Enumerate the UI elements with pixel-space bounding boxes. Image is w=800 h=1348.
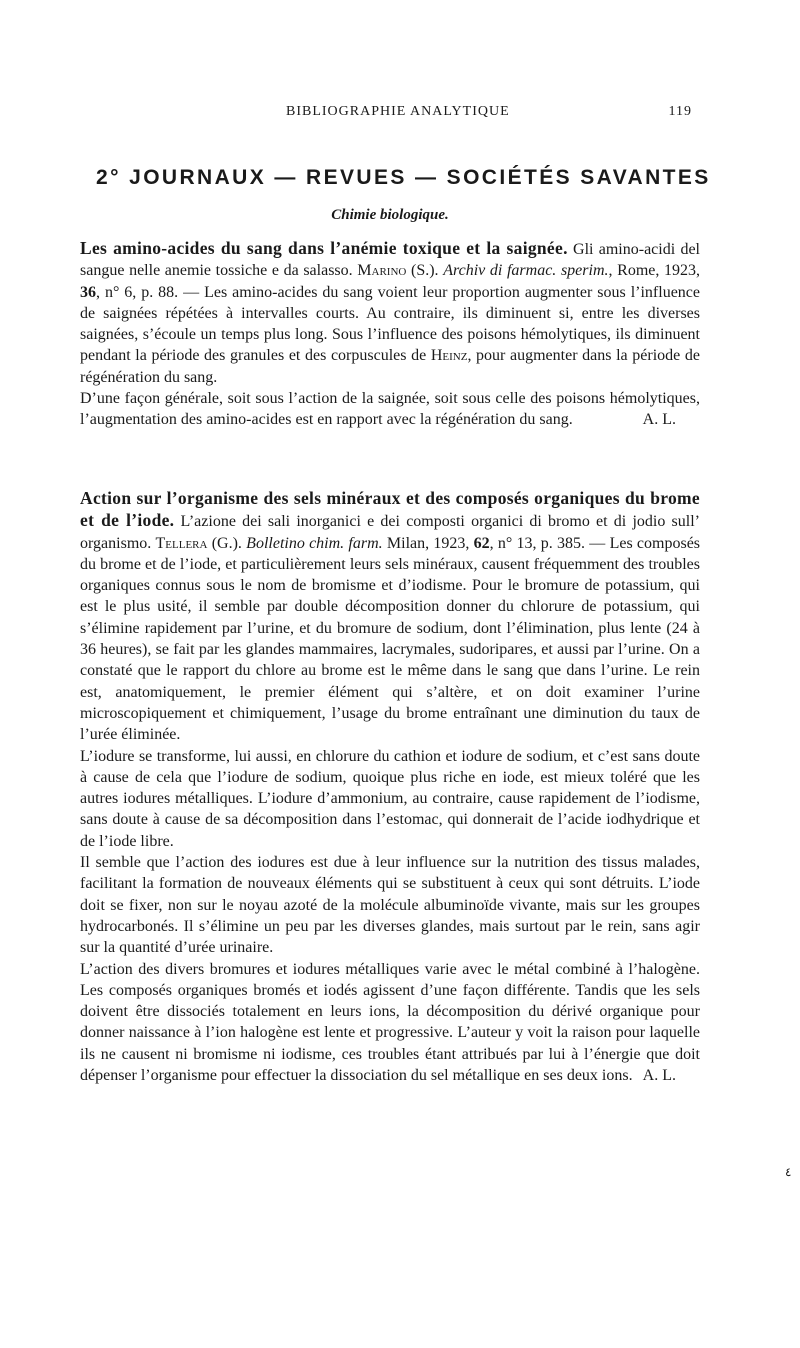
section-title: 2° JOURNAUX — REVUES — SOCIÉTÉS SAVANTES xyxy=(96,166,711,189)
running-head xyxy=(80,104,700,124)
article-2-paragraph-4: L’action des divers bromures et iodures métalliques varie avec le métal combiné à l’halogène. Les composés organiques bromés et iodés agissent d’une façon différente. Tandis que les sels doivent être dissociés totalement en leurs ions, la décomposition du dérivé organique pour donner naissance à l’ion halogène est lente et progressive. L’auteur y voit la raison pour laquelle ils ne causent ni bromisme ni iodisme, ces troubles étant attribués par lui à l’énergie que doit dépenser l’organisme pour effectuer la dissociation du sel métallique en ses deux ions. A. L. xyxy=(80,959,700,1087)
article-1-title: Les amino-acides du sang dans l’anémie toxique et la saignée. xyxy=(80,238,568,258)
article-sels-mineraux xyxy=(80,488,700,1086)
article-2-author: Tellera xyxy=(155,534,208,552)
article-2-signature: A. L. xyxy=(642,1067,676,1085)
article-2-paragraph-2: L’iodure se transforme, lui aussi, en chlorure du cathion et iodure de sodium, et c’est sans doute à cause de cela que l’iodure de sodium, quoique plus riche en iode, est mieux toléré que les autres iodures métalliques. L’iodure d’ammonium, au contraire, cause rapidement de l’iodisme, sans doute à cause de sa décomposition dans l’estomac, qui donnerait de l’acide iodhydrique et de l’iode libre. xyxy=(80,747,700,850)
article-2-paragraph-3: Il semble que l’action des iodures est due à leur influence sur la nutrition des tissus malades, facilitant la formation de nouveaux éléments qui se substituent à ceux qui sont détruits. L’iode doit se fixer, non sur le noyau azoté de la molécule albuminoïde vivante, mais sur les groupes hydrocarbonés. Il s’élimine un peu par les diverses glandes, mais surtout par le rein, sans agir sur la quantité d’urée urinaire. xyxy=(80,854,700,957)
article-1-place-year: , Rome, 1923, xyxy=(608,262,700,280)
article-2-issue-page: , n° 13, p. 385. — xyxy=(489,534,610,552)
article-1-heinz: Heinz xyxy=(430,347,468,365)
article-1-author: Marino xyxy=(357,262,407,280)
article-2-original-title: L’azione dei sali inorganici e dei composti organici di bromo et di jodio sull’ organismo. xyxy=(80,513,701,552)
article-2-title: Action sur l’organisme des sels minéraux et des composés organiques du brome et de l’iode. xyxy=(80,488,700,531)
stray-mark: ٤ xyxy=(785,1165,792,1179)
article-2-paragraph-1 xyxy=(80,488,700,746)
page-number: 119 xyxy=(668,104,692,119)
article-2-body: Les composés du brome et de l’iode, et particulièrement leurs sels minéraux, causent fréquemment des troubles organiques connus sous le nom de bromisme et d’iodisme. Pour le bromure de potassium, qui est le plus usité, il semble par double décomposition donner du chlorure de potassium, qui s’élimine rapidement par l’urine, et du bromure de sodium, dont l’élimination, plus lente (24 à 36 heures), se fait par les glandes mammaires, lacrymales, sudoripares, et aussi par l’urine. On a constaté que le rapport du chlore au brome est le même dans le sang que dans l’urine. Le rein est, anatomiquement, le premier élément qui s’altère, et on doit examiner l’urine microscopiquement et chimiquement, l’usage du brome entraînant une diminution du taux de l’urée éliminée. xyxy=(80,534,701,744)
article-2-place-year: Milan, 1923, xyxy=(382,534,474,552)
article-1-volume: 36 xyxy=(80,283,96,301)
article-1-journal: Archiv di farmac. sperim. xyxy=(443,262,609,280)
article-2-initials: (G.). xyxy=(207,534,247,552)
article-1-paragraph-2: D’une façon générale, soit sous l’action de la saignée, soit sous celle des poisons hémolytiques, l’augmentation des amino-acides est en rapport avec la régénération du sang. A. L. xyxy=(80,388,700,431)
article-1-body-end: , pour augmenter dans la période de régénération du sang. xyxy=(80,347,700,386)
article-1-original-title: Gli amino-acidi del sangue nelle anemie tossiche e da salasso. xyxy=(80,241,700,280)
article-1-issue-page: , n° 6, p. 88. — xyxy=(96,283,205,301)
article-1-initials: (S.). xyxy=(406,262,444,280)
article-2-journal: Bolletino chim. farm. xyxy=(246,534,383,552)
article-1-signature: A. L. xyxy=(642,411,676,429)
article-1-body: Les amino-acides du sang voient leur proportion augmenter sous l’influence de saignées répétées à intervalles courts. Au contraire, ils diminuent si, entre les diverses saignées, s’écoule un temps plus long. Sous l’influence des poisons hémolytiques, ils diminuent pendant la période des granules et des corpuscules de xyxy=(80,283,700,365)
article-2-volume: 62 xyxy=(473,534,490,552)
article-1-paragraph-1 xyxy=(80,238,700,388)
subsection-title: Chimie biologique. xyxy=(331,207,449,223)
article-amino-acides xyxy=(80,238,700,431)
running-title: BIBLIOGRAPHIE ANALYTIQUE xyxy=(286,104,510,119)
